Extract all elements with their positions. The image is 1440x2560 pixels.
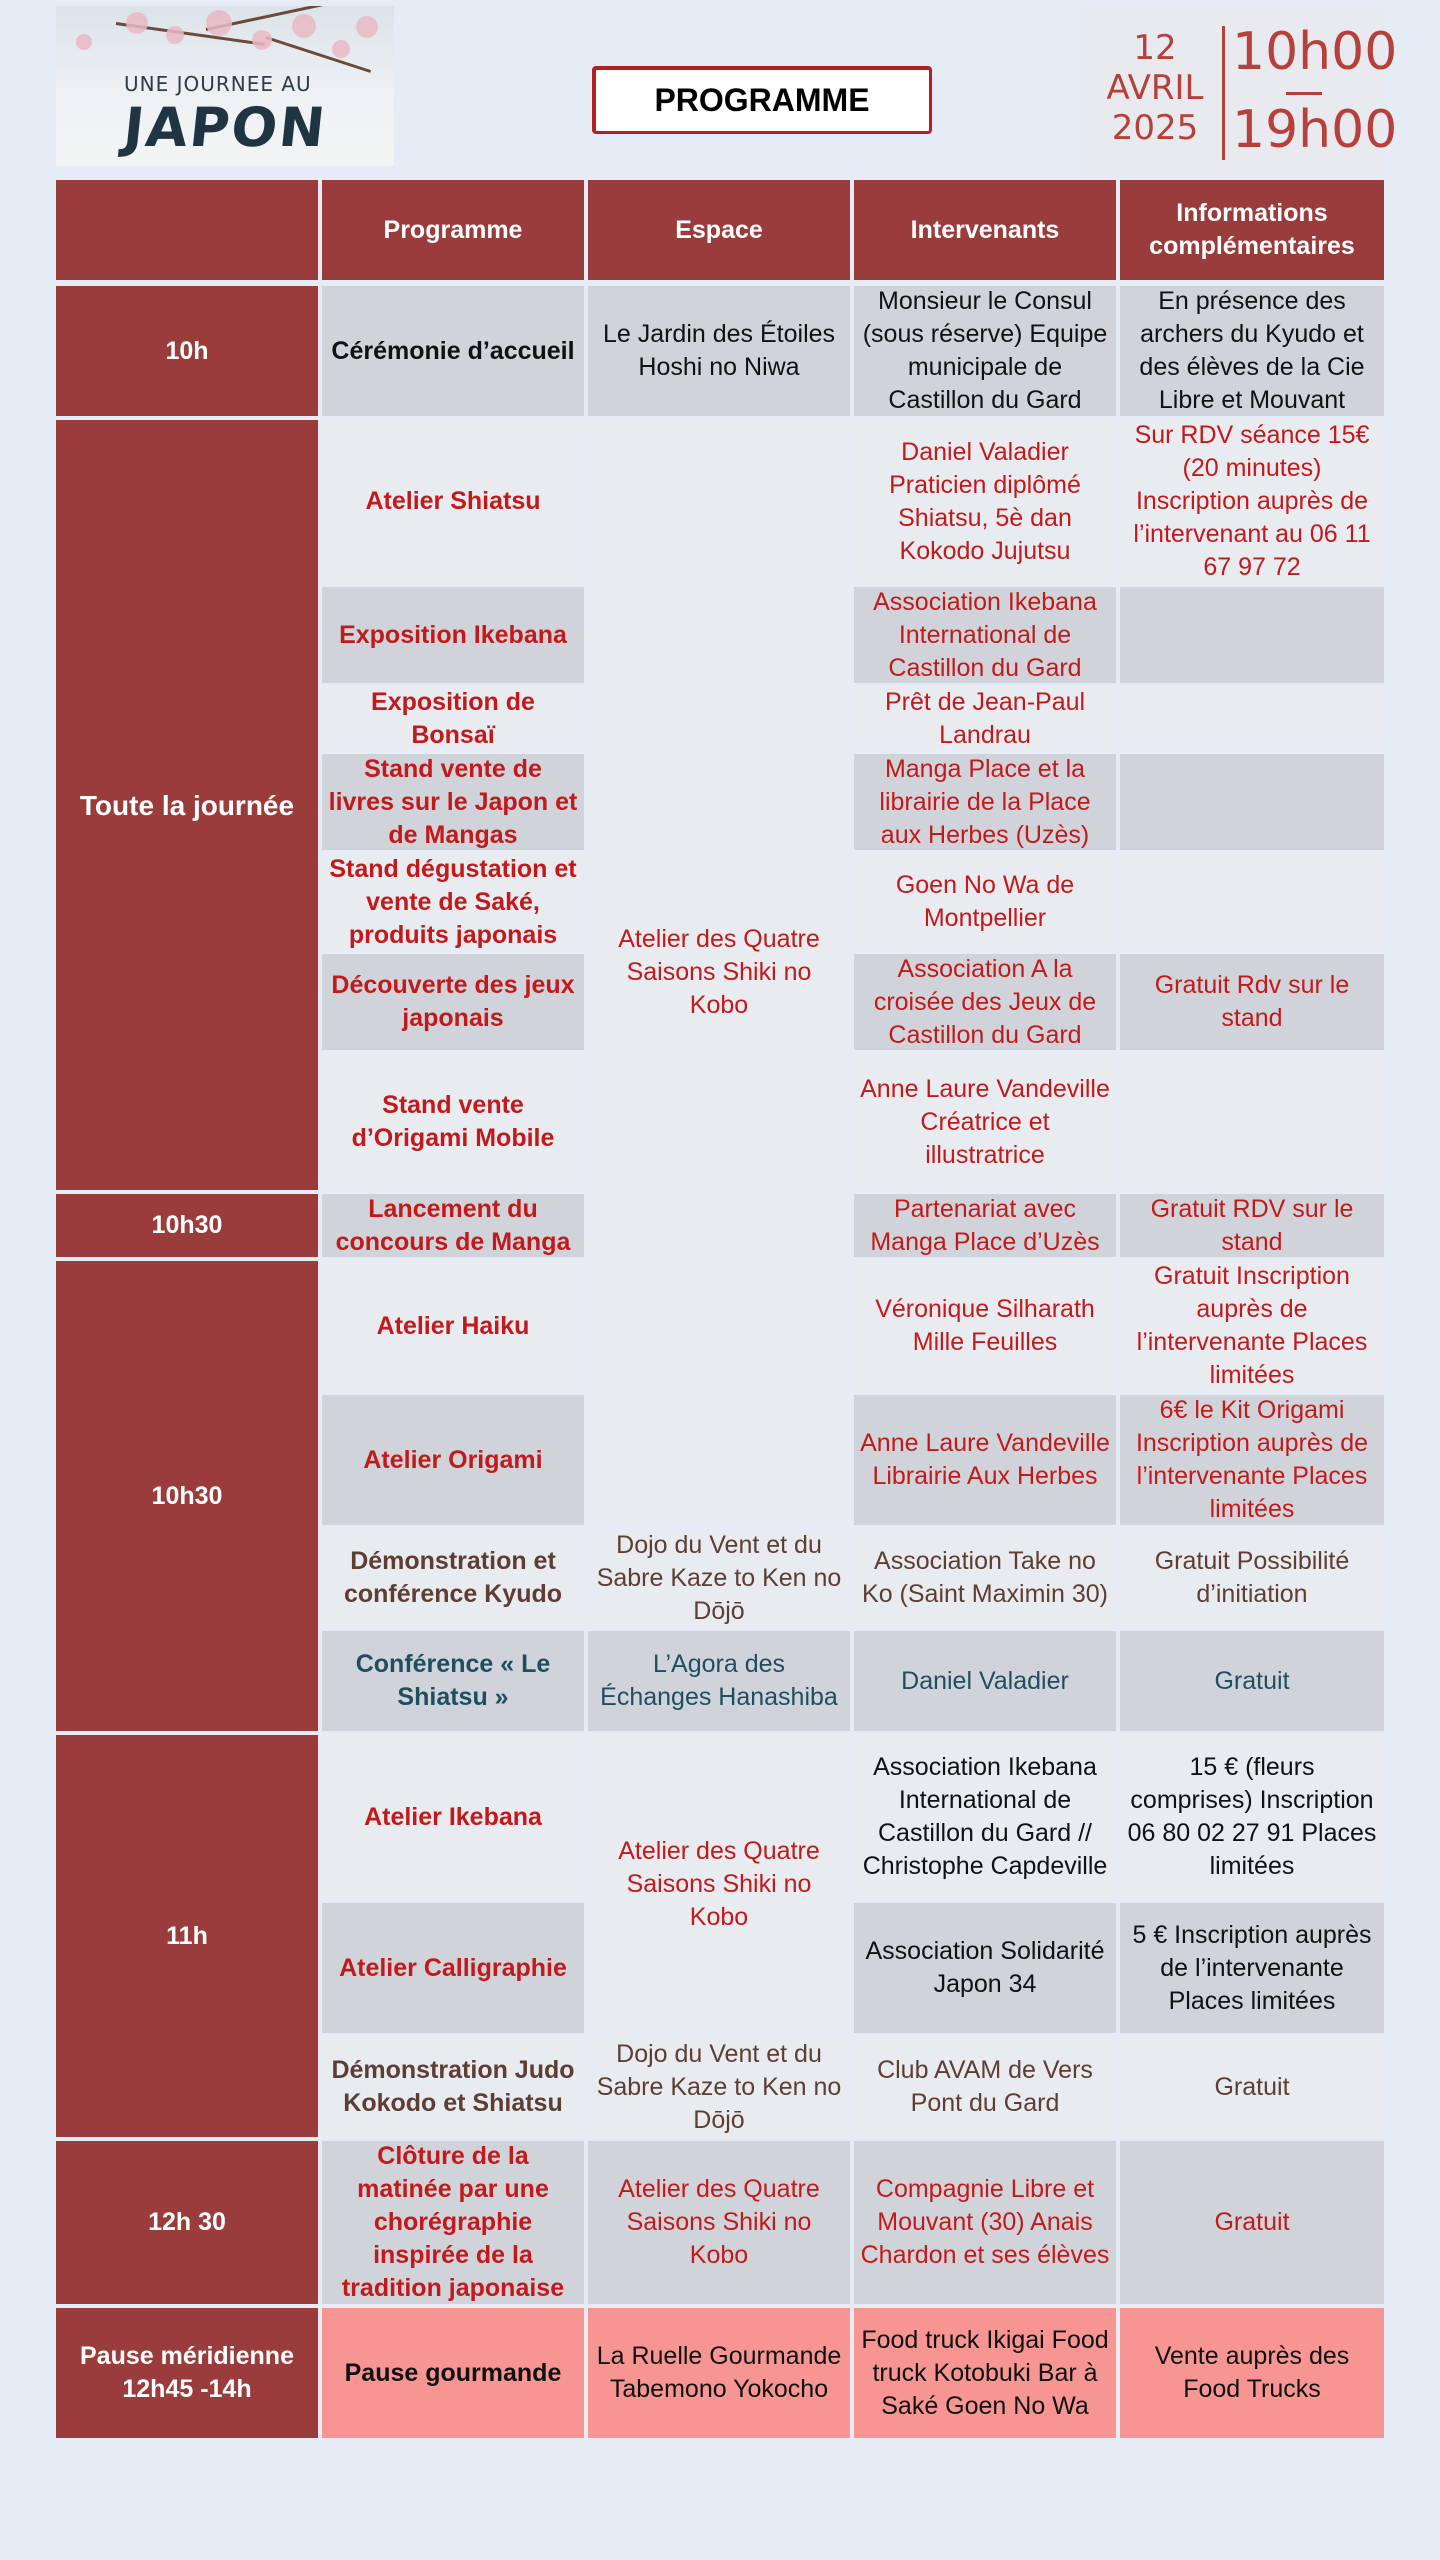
espace-cell: Atelier des Quatre Saisons Shiki no Kobo [588,420,850,1525]
info-cell: Gratuit Rdv sur le stand [1120,954,1384,1050]
intervenant-cell: Goen No Wa de Montpellier [854,854,1116,950]
programme-cell: Stand dégustation et vente de Saké, produits japonais [322,854,584,950]
info-cell [1120,754,1384,850]
intervenant-cell: Véronique Silharath Mille Feuilles [854,1261,1116,1391]
programme-cell: Stand vente d’Origami Mobile [322,1054,584,1190]
blossom-icon [76,34,92,50]
intervenant-cell: Monsieur le Consul (sous réserve) Equipe municipale de Castillon du Gard [854,286,1116,416]
intervenant-cell: Association Solidarité Japon 34 [854,1903,1116,2033]
header-cell-intervenants: Intervenants [854,180,1116,280]
programme-cell: Atelier Haiku [322,1261,584,1391]
date-divider [1222,26,1225,160]
blossom-icon [252,30,272,50]
blossom-icon [292,14,316,38]
blossom-icon [332,40,350,58]
espace-cell: Atelier des Quatre Saisons Shiki no Kobo [588,2141,850,2304]
start-time: 10h00 [1232,22,1398,82]
info-cell [1120,687,1384,750]
logo-subtitle: UNE JOURNEE AU [124,72,312,96]
espace-cell: La Ruelle Gourmande Tabemono Yokocho [588,2308,850,2438]
time-cell: Toute la journée [56,420,318,1190]
info-cell [1120,587,1384,683]
intervenant-cell: Club AVAM de Vers Pont du Gard [854,2037,1116,2137]
programme-cell: Démonstration et conférence Kyudo [322,1529,584,1627]
info-cell: Sur RDV séance 15€ (20 minutes) Inscription auprès de l’intervenant au 06 11 67 97 72 [1120,420,1384,583]
espace-cell: Dojo du Vent et du Sabre Kaze to Ken no Dōjō [588,1529,850,1627]
info-cell: En présence des archers du Kyudo et des élèves de la Cie Libre et Mouvant [1120,286,1384,416]
intervenant-cell: Prêt de Jean-Paul Landrau [854,687,1116,750]
programme-cell: Pause gourmande [322,2308,584,2438]
intervenant-cell: Manga Place et la librairie de la Place aux Herbes (Uzès) [854,754,1116,850]
intervenant-cell: Partenariat avec Manga Place d’Uzès [854,1194,1116,1257]
header-cell-time [56,180,318,280]
header-cell-informations: Informations complémentaires [1120,180,1384,280]
page-title: PROGRAMME [592,66,932,134]
espace-cell: Le Jardin des Étoiles Hoshi no Niwa [588,286,850,416]
info-cell [1120,854,1384,950]
programme-cell: Atelier Shiatsu [322,420,584,583]
info-cell: 15 € (fleurs comprises) Inscription 06 80 02 27 91 Places limitées [1120,1735,1384,1899]
intervenant-cell: Daniel Valadier Praticien diplômé Shiatsu, 5è dan Kokodo Jujutsu [854,420,1116,583]
programme-cell: Clôture de la matinée par une chorégraphie inspirée de la tradition japonaise [322,2141,584,2304]
intervenant-cell: Compagnie Libre et Mouvant (30) Anais Chardon et ses élèves [854,2141,1116,2304]
info-cell: Gratuit [1120,1631,1384,1731]
programme-cell: Cérémonie d’accueil [322,286,584,416]
page-header [0,0,1440,180]
info-cell: 5 € Inscription auprès de l’intervenante Places limitées [1120,1903,1384,2033]
info-cell [1120,1054,1384,1190]
espace-cell: L’Agora des Échanges Hanashiba [588,1631,850,1731]
blossom-icon [166,26,184,44]
programme-cell: Stand vente de livres sur le Japon et de Mangas [322,754,584,850]
blossom-icon [356,16,378,38]
time-cell: Pause méridienne 12h45 -14h [56,2308,318,2438]
time-cell: 10h30 [56,1261,318,1731]
programme-cell: Exposition Ikebana [322,587,584,683]
event-logo [56,6,394,166]
date-year: 2025 [1111,108,1199,148]
programme-cell: Atelier Calligraphie [322,1903,584,2033]
time-divider [1286,92,1322,95]
logo-title: JAPON [120,96,330,159]
programme-cell: Exposition de Bonsaï [322,687,584,750]
intervenant-cell: Anne Laure Vandeville Librairie Aux Herbes [854,1395,1116,1525]
header-cell-programme: Programme [322,180,584,280]
intervenant-cell: Association Ikebana International de Castillon du Gard // Christophe Capdeville [854,1735,1116,1899]
info-cell: Gratuit [1120,2141,1384,2304]
info-cell: Gratuit RDV sur le stand [1120,1194,1384,1257]
intervenant-cell: Association A la croisée des Jeux de Castillon du Gard [854,954,1116,1050]
info-cell: 6€ le Kit Origami Inscription auprès de l’intervenante Places limitées [1120,1395,1384,1525]
info-cell: Gratuit Possibilité d’initiation [1120,1529,1384,1627]
branch-decoration [266,36,372,73]
intervenant-cell: Daniel Valadier [854,1631,1116,1731]
intervenant-cell: Association Ikebana International de Castillon du Gard [854,587,1116,683]
programme-cell: Démonstration Judo Kokodo et Shiatsu [322,2037,584,2137]
time-cell: 10h30 [56,1194,318,1257]
espace-cell: Dojo du Vent et du Sabre Kaze to Ken no Dōjō [588,2037,850,2137]
info-cell: Vente auprès des Food Trucks [1120,2308,1384,2438]
info-cell: Gratuit Inscription auprès de l’intervenante Places limitées [1120,1261,1384,1391]
programme-cell: Conférence « Le Shiatsu » [322,1631,584,1731]
intervenant-cell: Association Take no Ko (Saint Maximin 30) [854,1529,1116,1627]
end-time: 19h00 [1232,100,1398,160]
blossom-icon [126,12,148,34]
time-cell: 10h [56,286,318,416]
programme-cell: Atelier Ikebana [322,1735,584,1899]
date-month: AVRIL [1106,68,1204,108]
blossom-icon [206,10,232,36]
espace-cell: Atelier des Quatre Saisons Shiki no Kobo [588,1735,850,2033]
time-cell: 12h 30 [56,2141,318,2304]
programme-cell: Découverte des jeux japonais [322,954,584,1050]
date-day: 12 [1133,28,1177,68]
programme-cell: Atelier Origami [322,1395,584,1525]
event-date [1090,28,1220,148]
intervenant-cell: Food truck Ikigai Food truck Kotobuki Bar à Saké Goen No Wa [854,2308,1116,2438]
programme-cell: Lancement du concours de Manga [322,1194,584,1257]
date-time-box [1086,8,1398,176]
intervenant-cell: Anne Laure Vandeville Créatrice et illustratrice [854,1054,1116,1190]
info-cell: Gratuit [1120,2037,1384,2137]
header-cell-espace: Espace [588,180,850,280]
time-cell: 11h [56,1735,318,2137]
